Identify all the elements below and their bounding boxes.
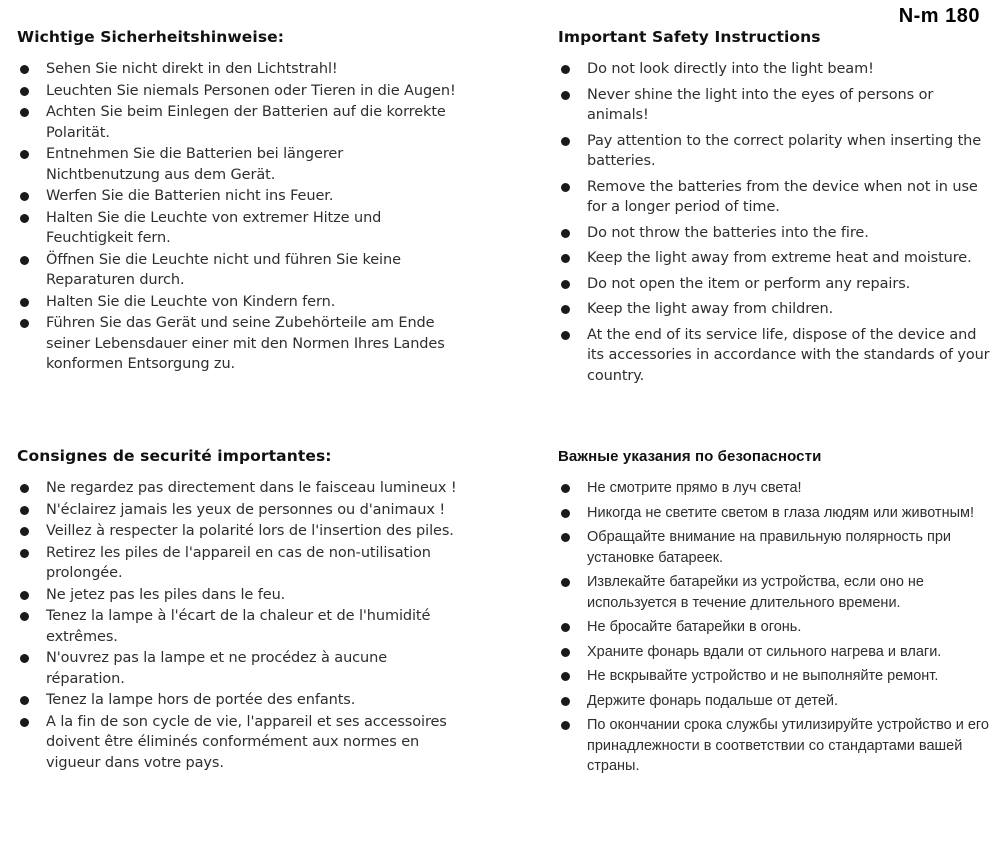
safety-list-german	[17, 59, 459, 375]
bullet-icon	[20, 591, 29, 600]
safety-item-text: Держите фонарь подальше от детей.	[587, 692, 839, 709]
safety-item	[17, 81, 459, 102]
safety-item-text: Never shine the light into the eyes of persons or animals!	[587, 86, 934, 123]
bullet-icon	[561, 280, 570, 289]
safety-item	[17, 208, 459, 249]
safety-item	[558, 572, 992, 613]
bullet-icon	[20, 298, 29, 307]
bullet-icon	[20, 506, 29, 515]
safety-item-text: Ne jetez pas les piles dans le feu.	[46, 586, 286, 603]
safety-item-text: Не вскрывайте устройство и не выполняйте ремонт.	[587, 668, 939, 684]
bullet-icon	[561, 305, 570, 314]
safety-item-text: Sehen Sie nicht direkt in den Lichtstrahl!	[46, 61, 338, 77]
safety-item	[17, 144, 459, 185]
bullet-icon	[20, 484, 29, 493]
safety-item-text: N'éclairez jamais les yeux de personnes ou d'animaux !	[46, 501, 446, 518]
safety-item-text: Führen Sie das Gerät und seine Zubehörteile am Ende seiner Lebensdauer einer mit den Normen Ihres Landes konformen Entsorgung zu.	[46, 315, 445, 372]
safety-item-text: Keep the light away from children.	[587, 301, 834, 317]
safety-item-text: Не смотрите прямо в луч света!	[587, 480, 802, 496]
bullet-icon	[20, 718, 29, 727]
safety-item	[17, 648, 459, 689]
safety-item	[558, 131, 992, 172]
safety-item-text: A la fin de son cycle de vie, l'appareil et ses accessoires doivent être éliminés conformément aux normes en vigueur dans votre pays.	[46, 713, 447, 771]
safety-item-text: Храните фонарь вдали от сильного нагрева и влаги.	[587, 643, 942, 660]
safety-item-text: По окончании срока службы утилизируйте устройство и его принадлежности в соответствии со стандартами вашей страны.	[587, 717, 989, 774]
safety-item	[558, 691, 992, 712]
bullet-icon	[561, 91, 570, 100]
safety-item	[558, 666, 992, 687]
safety-item-text: Achten Sie beim Einlegen der Batterien auf die korrekte Polarität.	[46, 104, 446, 141]
bullet-icon	[561, 533, 570, 542]
safety-item	[17, 606, 459, 647]
safety-item	[558, 642, 992, 663]
bullet-icon	[20, 87, 29, 96]
safety-item	[17, 59, 459, 80]
bullet-icon	[20, 108, 29, 117]
safety-item-text: Tenez la lampe hors de portée des enfants.	[46, 692, 356, 708]
bullet-icon	[561, 721, 570, 730]
safety-item	[17, 250, 459, 291]
bullet-icon	[561, 137, 570, 146]
safety-item	[17, 313, 459, 375]
safety-list-french	[17, 478, 459, 773]
safety-item-text: Tenez la lampe à l'écart de la chaleur et de l'humidité extrêmes.	[46, 608, 431, 645]
bullet-icon	[20, 256, 29, 265]
safety-item-text: Do not look directly into the light beam!	[587, 61, 874, 77]
bullet-icon	[20, 696, 29, 705]
bullet-icon	[561, 65, 570, 74]
safety-item-text: Никогда не светите светом в глаза людям или животным!	[587, 504, 975, 521]
safety-item	[558, 85, 992, 126]
bullet-icon	[561, 672, 570, 681]
safety-item	[17, 500, 459, 521]
bullet-icon	[561, 229, 570, 238]
bullet-icon	[561, 623, 570, 632]
section-russian	[558, 447, 992, 781]
bullet-icon	[20, 549, 29, 558]
safety-item-text: Leuchten Sie niemals Personen oder Tieren in die Augen!	[46, 82, 456, 99]
safety-item	[558, 715, 992, 777]
section-title-french: Consignes de securité importantes:	[17, 447, 332, 465]
safety-item	[17, 712, 459, 774]
bullet-icon	[20, 150, 29, 159]
safety-item	[558, 478, 992, 499]
bullet-icon	[20, 654, 29, 663]
safety-item	[558, 299, 992, 320]
section-german	[17, 28, 459, 376]
section-title-russian: Важные указания по безопасности	[558, 448, 822, 465]
model-number: N-m 180	[898, 5, 980, 27]
safety-item-text: Halten Sie die Leuchte von Kindern fern.	[46, 293, 336, 310]
safety-item	[558, 503, 992, 524]
safety-item	[17, 585, 459, 606]
safety-item	[558, 617, 992, 638]
safety-item	[558, 325, 992, 387]
safety-item-text: N'ouvrez pas la lampe et ne procédez à aucune réparation.	[46, 650, 388, 687]
bullet-icon	[561, 254, 570, 263]
safety-item-text: Werfen Sie die Batterien nicht ins Feuer.	[46, 188, 334, 204]
safety-item-text: Не бросайте батарейки в огонь.	[587, 619, 802, 635]
bullet-icon	[561, 183, 570, 192]
bullet-icon	[20, 214, 29, 223]
safety-item-text: Keep the light away from extreme heat and moisture.	[587, 250, 972, 266]
safety-item-text: Retirez les piles de l'appareil en cas de non-utilisation prolongée.	[46, 544, 431, 581]
safety-list-russian	[558, 478, 992, 777]
safety-item-text: At the end of its service life, dispose of the device and its accessories in accordance with the standards of your country.	[587, 326, 990, 384]
safety-item	[558, 223, 992, 244]
safety-item	[17, 690, 459, 711]
section-title-german: Wichtige Sicherheitshinweise:	[17, 28, 285, 46]
safety-item	[17, 292, 459, 313]
safety-item	[17, 543, 459, 584]
safety-item-text: Entnehmen Sie die Batterien bei längerer Nichtbenutzung aus dem Gerät.	[46, 146, 344, 183]
safety-item	[17, 186, 459, 207]
bullet-icon	[20, 192, 29, 201]
safety-item	[17, 102, 459, 143]
safety-item-text: Обращайте внимание на правильную полярность при установке батареек.	[587, 529, 952, 566]
bullet-icon	[561, 648, 570, 657]
safety-item	[558, 274, 992, 295]
safety-item	[17, 478, 459, 499]
safety-item-text: Pay attention to the correct polarity when inserting the batteries.	[587, 132, 982, 169]
bullet-icon	[20, 65, 29, 74]
bullet-icon	[20, 527, 29, 536]
bullet-icon	[561, 578, 570, 587]
safety-item-text: Do not throw the batteries into the fire.	[587, 224, 869, 241]
safety-item-text: Do not open the item or perform any repairs.	[587, 275, 911, 292]
section-title-english: Important Safety Instructions	[558, 28, 821, 46]
safety-item	[17, 521, 459, 542]
safety-item-text: Veillez à respecter la polarité lors de l'insertion des piles.	[46, 523, 454, 539]
safety-item-text: Öffnen Sie die Leuchte nicht und führen Sie keine Reparaturen durch.	[46, 251, 401, 288]
safety-item	[558, 527, 992, 568]
bullet-icon	[20, 612, 29, 621]
safety-item	[558, 177, 992, 218]
safety-item-text: Извлекайте батарейки из устройства, если оно не используется в течение длительного времени.	[587, 574, 924, 611]
safety-item-text: Remove the batteries from the device when not in use for a longer period of time.	[587, 178, 978, 215]
safety-list-english	[558, 59, 992, 386]
safety-item	[558, 248, 992, 269]
bullet-icon	[561, 331, 570, 340]
safety-item-text: Ne regardez pas directement dans le faisceau lumineux !	[46, 480, 457, 496]
safety-item	[558, 59, 992, 80]
bullet-icon	[561, 697, 570, 706]
section-french	[17, 447, 459, 774]
bullet-icon	[20, 319, 29, 328]
safety-item-text: Halten Sie die Leuchte von extremer Hitze und Feuchtigkeit fern.	[46, 209, 382, 246]
section-english	[558, 28, 992, 391]
bullet-icon	[561, 509, 570, 518]
bullet-icon	[561, 484, 570, 493]
